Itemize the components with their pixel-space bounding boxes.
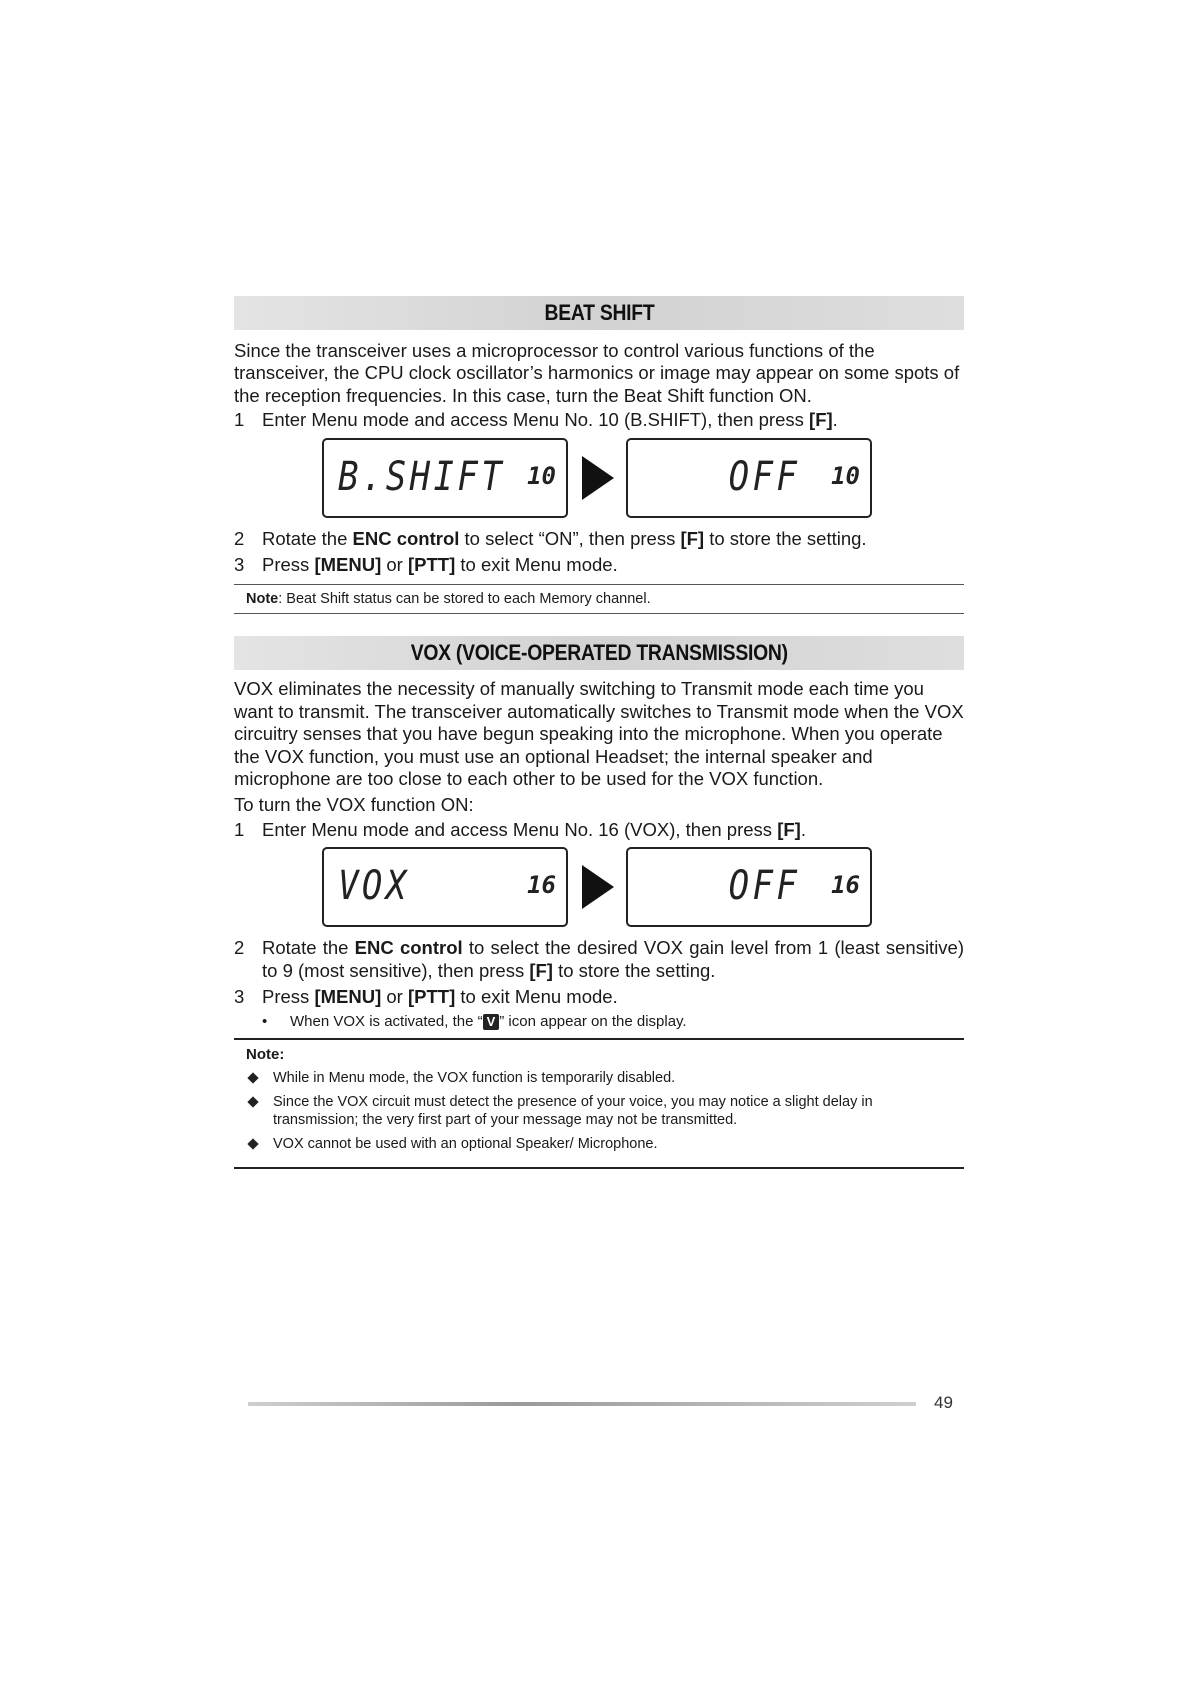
key-label: [MENU] <box>314 554 382 576</box>
lcd-channel: 10 <box>527 461 556 490</box>
note-item <box>246 1093 952 1129</box>
vox-intro: VOX eliminates the necessity of manually switching to Transmit mode each time you want to transmit. The transceiver automatically switches to Transmit mode when the VOX circuitry senses that you have begun speaking into the microphone. When you operate the VOX function, you must use an optional Headset; the internal speaker and microphone are too close to each other to be used for the VOX function. <box>234 678 964 790</box>
step-text <box>262 409 964 431</box>
step-item <box>234 937 964 982</box>
step-text-part: or <box>381 986 408 1008</box>
step-text-part: or <box>381 554 408 576</box>
step-text-part: Enter Menu mode and access Menu No. 10 (B.SHIFT), then press <box>262 409 810 431</box>
step-text <box>262 986 964 1008</box>
section-title: VOX (VOICE-OPERATED TRANSMISSION) <box>410 640 788 666</box>
lcd-main-text: B.SHIFT <box>338 453 506 500</box>
vox-header <box>234 636 964 670</box>
step-item <box>234 554 964 576</box>
vox-icon: V <box>483 1014 500 1030</box>
step-item <box>234 986 964 1008</box>
vox-note <box>234 1038 964 1169</box>
step-text-part: Press <box>262 554 315 576</box>
key-label: [F] <box>680 527 705 549</box>
arrow-right-icon <box>582 456 614 500</box>
sub-bullet <box>262 1013 964 1030</box>
step-text-part: . <box>832 409 838 431</box>
lcd-display-before <box>322 438 568 518</box>
key-label: [F] <box>809 409 833 431</box>
note-label: Note <box>246 591 279 608</box>
step-number: 1 <box>234 818 245 840</box>
diamond-bullet-icon <box>247 1096 258 1107</box>
step-text-part: to exit Menu mode. <box>455 986 618 1008</box>
diamond-bullet-icon <box>247 1072 258 1083</box>
key-label: ENC control <box>352 527 460 549</box>
page-content <box>234 296 964 1169</box>
step-number: 1 <box>234 409 245 431</box>
key-label: [F] <box>529 959 553 981</box>
key-label: [PTT] <box>407 554 456 576</box>
vox-to-turn: To turn the VOX function ON: <box>234 794 474 816</box>
note-text: While in Menu mode, the VOX function is temporarily disabled. <box>273 1069 676 1086</box>
step-number: 2 <box>234 937 245 959</box>
lcd-illustration <box>322 438 964 518</box>
beat-shift-header <box>234 296 964 330</box>
note-label: Note: <box>246 1045 285 1063</box>
step-number: 2 <box>234 527 245 549</box>
footer-rule <box>248 1402 916 1406</box>
step-text-part: to store the setting. <box>704 527 867 549</box>
key-label: [F] <box>777 818 801 840</box>
note-text: : Beat Shift status can be stored to each Memory channel. <box>278 591 651 608</box>
sub-bullet-text <box>290 1013 687 1030</box>
section-title: BEAT SHIFT <box>544 300 654 325</box>
page-number: 49 <box>934 1393 953 1412</box>
sub-bullet-part: ” icon appear on the display. <box>499 1012 687 1030</box>
lcd-illustration <box>322 847 964 927</box>
step-text-part: to select the desired VOX gain level from 1 (least sensitive) to 9 (most sensitive), then press <box>262 937 964 981</box>
sub-bullet-part: When VOX is activated, the “ <box>290 1012 483 1030</box>
step-number: 3 <box>234 986 245 1008</box>
lcd-channel: 16 <box>831 871 860 900</box>
beat-shift-note <box>234 584 964 614</box>
step-text-part: Enter Menu mode and access Menu No. 16 (VOX), then press <box>262 818 778 840</box>
lcd-main-text: VOX <box>338 863 410 910</box>
step-item <box>234 409 964 431</box>
lcd-display-after <box>626 847 872 927</box>
key-label: [PTT] <box>407 986 456 1008</box>
beat-shift-intro: Since the transceiver uses a microprocessor to control various functions of the transceiver, the CPU clock oscillator’s harmonics or image may appear on some spots of the reception frequencies. In this case, turn the Beat Shift function ON. <box>234 340 960 406</box>
step-text-part: Rotate the <box>262 527 353 549</box>
note-item <box>246 1135 952 1153</box>
note-item <box>246 1069 952 1087</box>
step-number: 3 <box>234 554 245 576</box>
note-text: VOX cannot be used with an optional Speaker/ Microphone. <box>273 1135 658 1152</box>
lcd-main-text: OFF <box>728 863 800 910</box>
step-text-part: to store the setting. <box>552 959 716 981</box>
key-label: ENC control <box>354 937 463 959</box>
step-text-part: Rotate the <box>262 937 355 959</box>
lcd-display-after <box>626 438 872 518</box>
step-text <box>262 937 964 982</box>
step-text <box>262 554 964 576</box>
lcd-main-text: OFF <box>728 453 800 500</box>
arrow-right-icon <box>582 865 614 909</box>
key-label: [MENU] <box>314 986 382 1008</box>
step-text-part: to select “ON”, then press <box>459 527 681 549</box>
step-text-part: to exit Menu mode. <box>455 554 618 576</box>
lcd-display-before <box>322 847 568 927</box>
note-text: Since the VOX circuit must detect the presence of your voice, you may notice a slight delay in transmission; the very first part of your message may not be transmitted. <box>273 1093 873 1128</box>
bullet-dot-icon: • <box>262 1012 268 1030</box>
step-text-part: Press <box>262 986 315 1008</box>
step-text <box>262 528 964 550</box>
diamond-bullet-icon <box>247 1138 258 1149</box>
step-text <box>262 819 964 841</box>
step-item <box>234 819 964 841</box>
step-item <box>234 528 964 550</box>
lcd-channel: 16 <box>527 871 556 900</box>
lcd-channel: 10 <box>831 461 860 490</box>
step-text-part: . <box>800 818 806 840</box>
